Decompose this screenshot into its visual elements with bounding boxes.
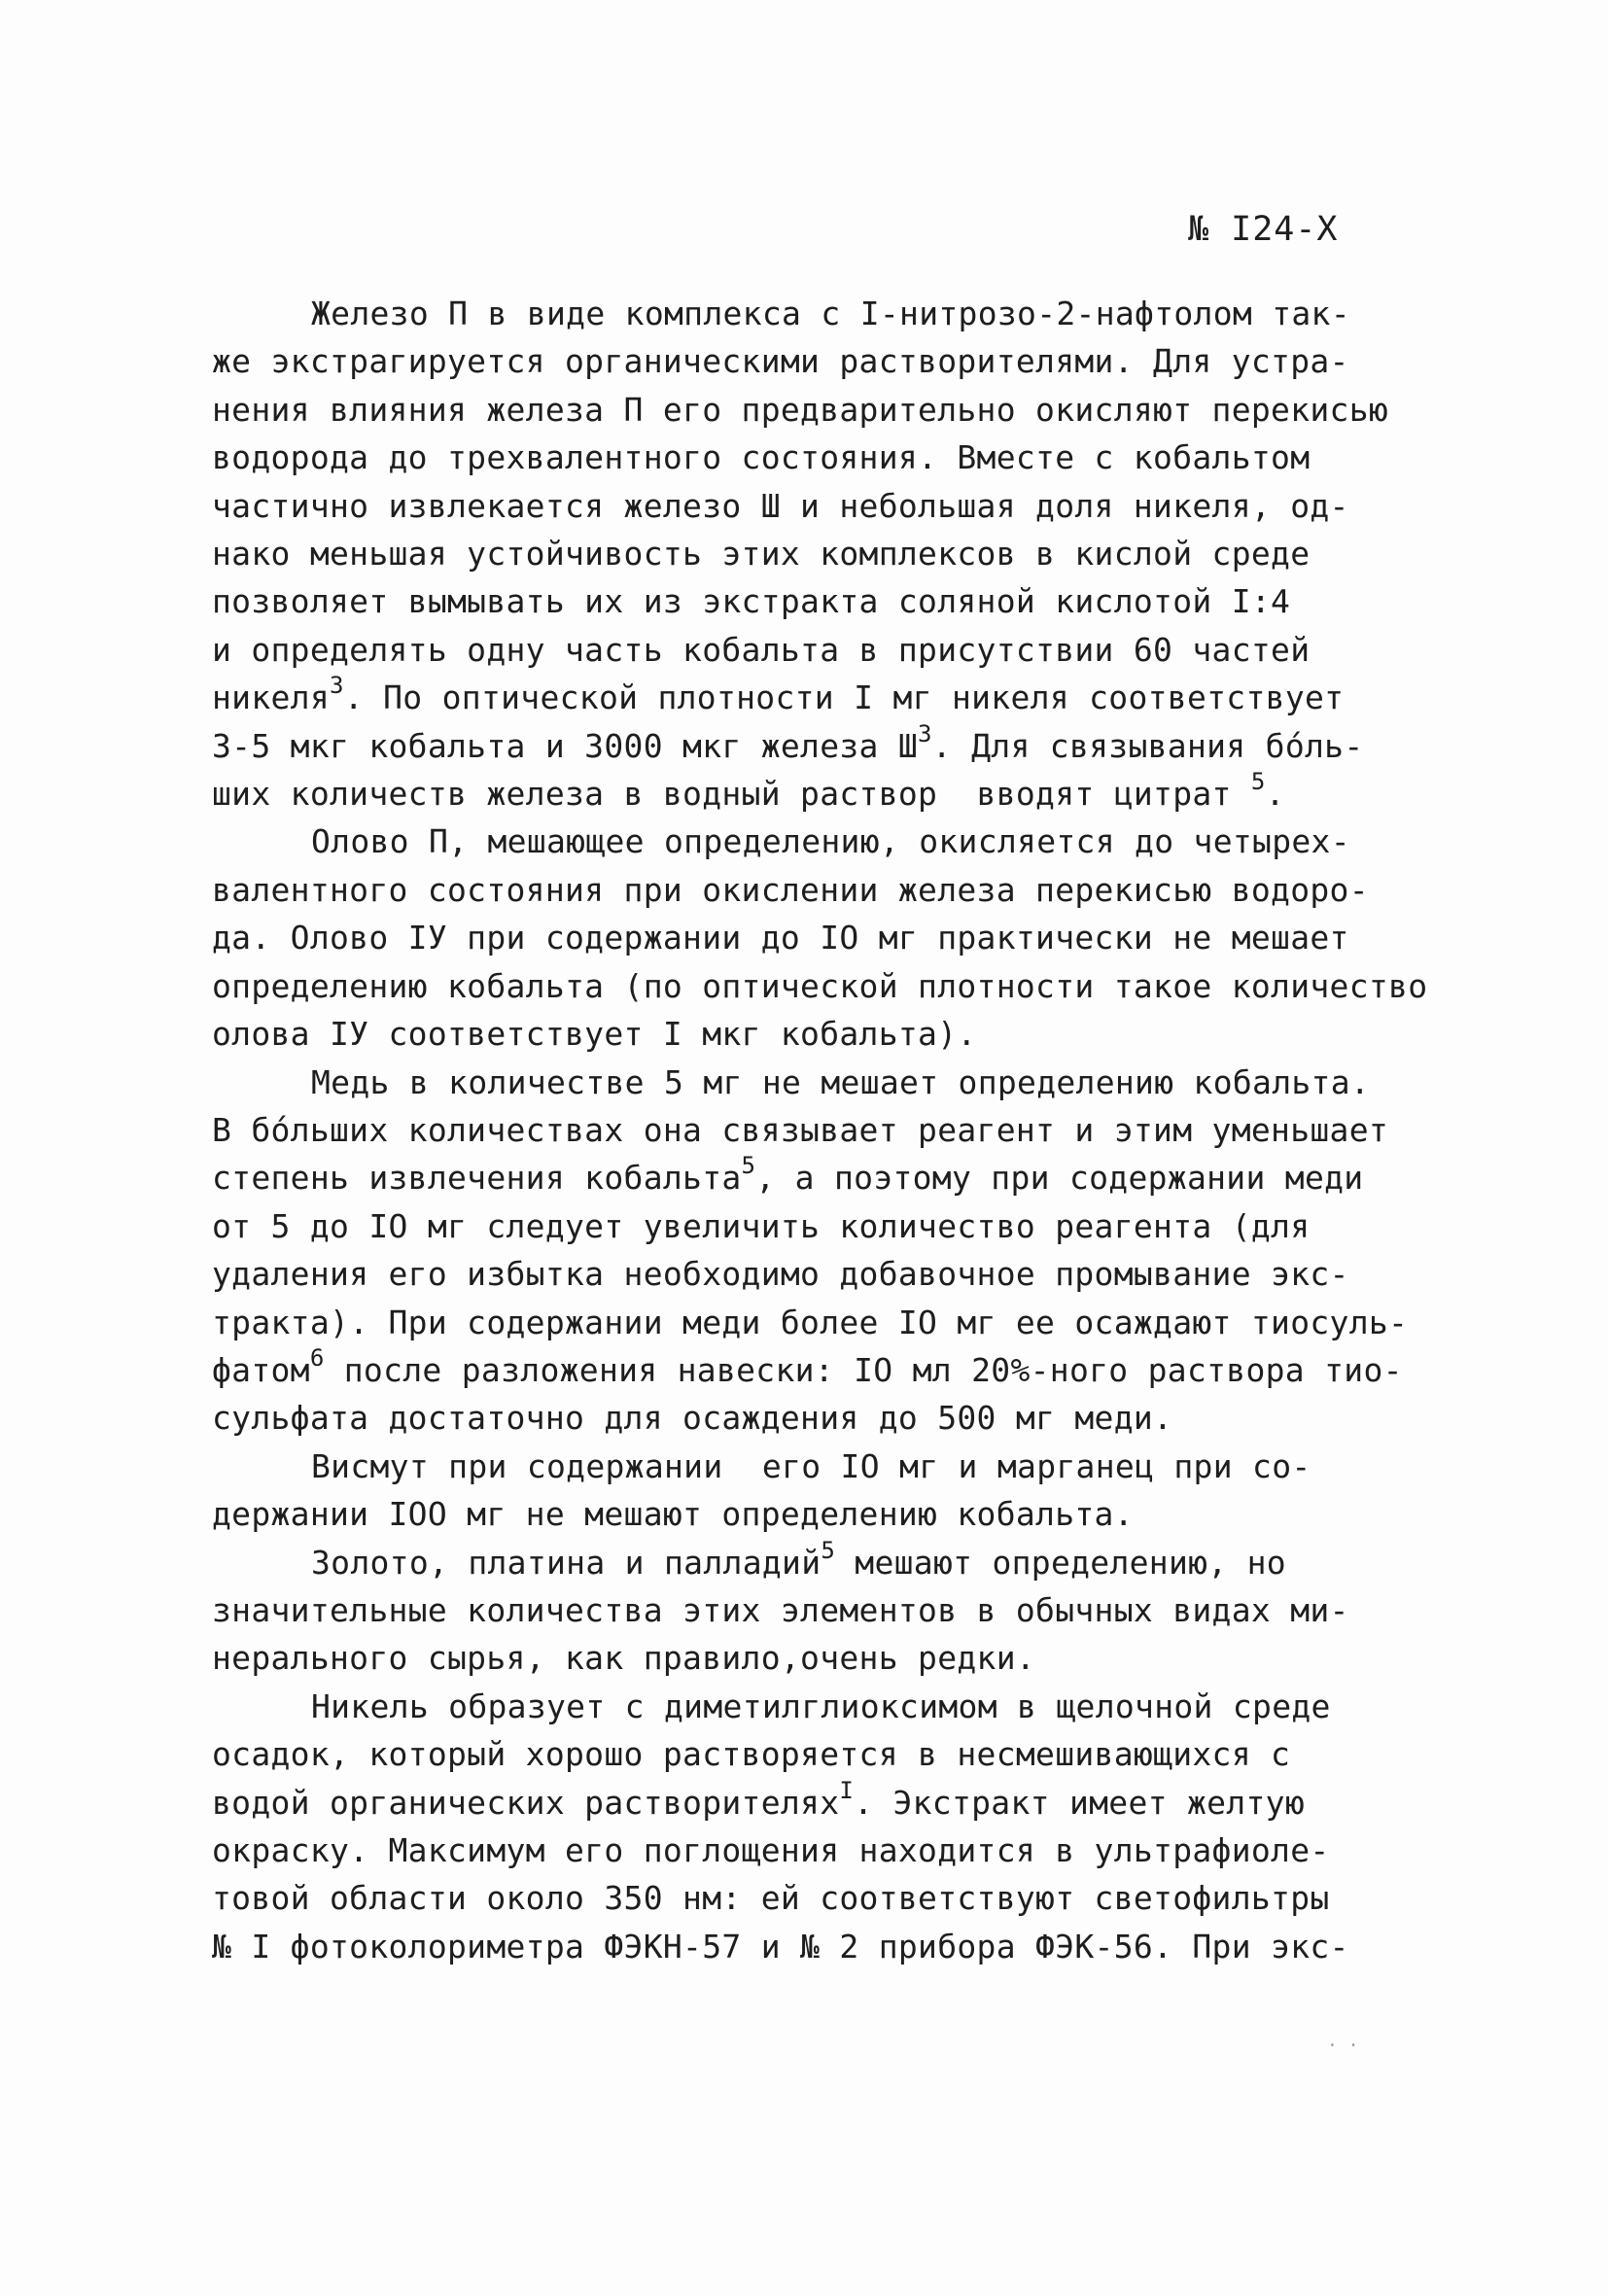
document-number: № I24-X: [1188, 210, 1339, 249]
text-line: фатом$^6$ после разложения навески: IO мл 20%-ного раствора тио-: [212, 1343, 1403, 1389]
footnote-ref: 5: [741, 1152, 756, 1180]
text-line: № I фотоколориметра ФЭКН-57 и № 2 прибора ФЭК-56. При экс-: [212, 1927, 1349, 1966]
text-line: и определять одну часть кобальта в присутствии 60 частей: [212, 630, 1311, 669]
text-line: осадок, который хорошо растворяется в несмешивающихся с: [212, 1735, 1291, 1774]
body-text: [212, 290, 1427, 1970]
text-line: 3-5 мкг кобальта и 3000 мкг железа $Ш^3$. Для связывания бóль-: [212, 719, 1364, 765]
text-line: Никель образует с диметилглиоксимом в щелочной среде: [311, 1687, 1331, 1725]
footnote-ref: 5: [821, 1536, 836, 1564]
text-line: нения влияния железа П его предварительно окисляют перекисью: [212, 390, 1389, 429]
page-smudge-mark: · ·: [1327, 2035, 1359, 2056]
text-line: водой органических растворителях$^I$. Экстракт имеет желтую: [212, 1776, 1305, 1822]
footnote-ref: 5: [1250, 768, 1266, 796]
text-line: валентного состояния при окислении железа перекисью водоро-: [212, 870, 1369, 909]
footnote-ref: 3: [918, 719, 932, 748]
text-line: Олово П, мешающее определению, окисляется до четырех-: [311, 822, 1350, 861]
text-line: позволяет вымывать их из экстракта соляной кислотой I:4: [212, 582, 1291, 621]
text-line: частично извлекается железо Ш и небольшая доля никеля, од-: [212, 486, 1349, 525]
text-line: товой области около 350 нм: ей соответствуют светофильтры: [212, 1879, 1330, 1918]
text-line: нерального сырья, как правило,очень редки.: [212, 1639, 1036, 1678]
footnote-ref: I: [839, 1776, 855, 1804]
text-line: держании IOO мг не мешают определению кобальта.: [212, 1495, 1134, 1534]
paragraph: [212, 1059, 1427, 1443]
text-line: сульфата достаточно для осаждения до 500 мг меди.: [212, 1399, 1173, 1438]
text-line: Золото, платина и палладий$^5$ мешают определению, но: [311, 1536, 1286, 1582]
text-line: же экстрагируется органическими растворителями. Для устра-: [212, 342, 1349, 381]
text-line: нако меньшая устойчивость этих комплексов в кислой среде: [212, 535, 1311, 574]
text-line: никеля$^3$. По оптической плотности I мг никеля соответствует: [212, 672, 1345, 717]
paragraph: [212, 1536, 1427, 1683]
text-line: степень извлечения кобальта$^5$, а поэтому при содержании меди: [212, 1152, 1364, 1198]
text-line: олова IУ соответствует I мкг кобальта).: [212, 1015, 977, 1054]
text-line: Железо П в виде комплекса с I-нитрозо-2-нафтолом так-: [311, 295, 1350, 332]
paragraph: [212, 290, 1427, 818]
text-line: ших количеств железа в водный раствор вводят цитрат $^5$.: [212, 768, 1285, 814]
footnote-ref: 6: [309, 1343, 325, 1372]
text-line: да. Олово IУ при содержании до IO мг практически не мешает: [212, 919, 1349, 957]
text-line: окраску. Максимум его поглощения находится в ультрафиоле-: [212, 1831, 1330, 1869]
text-line: Висмут при содержании его IO мг и марганец при со-: [311, 1446, 1311, 1485]
footnote-ref: 3: [330, 672, 344, 700]
paragraph: [212, 818, 1427, 1058]
text-line: водорода до трехвалентного состояния. Вместе с кобальтом: [212, 438, 1311, 477]
text-line: от 5 до IO мг следует увеличить количество реагента (для: [212, 1206, 1311, 1245]
text-line: Медь в количестве 5 мг не мешает определению кобальта.: [311, 1062, 1371, 1101]
text-line: удаления его избытка необходимо добавочное промывание экс-: [212, 1255, 1349, 1294]
paragraph: [212, 1443, 1427, 1539]
text-line: тракта). При содержании меди более IO мг ее осаждают тиосуль-: [212, 1303, 1409, 1341]
paragraph: [212, 1683, 1427, 1970]
text-line: значительные количества этих элементов в обычных видах ми-: [212, 1590, 1349, 1629]
text-line: определению кобальта (по оптической плотности такое количество: [212, 966, 1428, 1005]
text-line: В бóльших количествах она связывает реагент и этим уменьшает: [212, 1110, 1389, 1149]
